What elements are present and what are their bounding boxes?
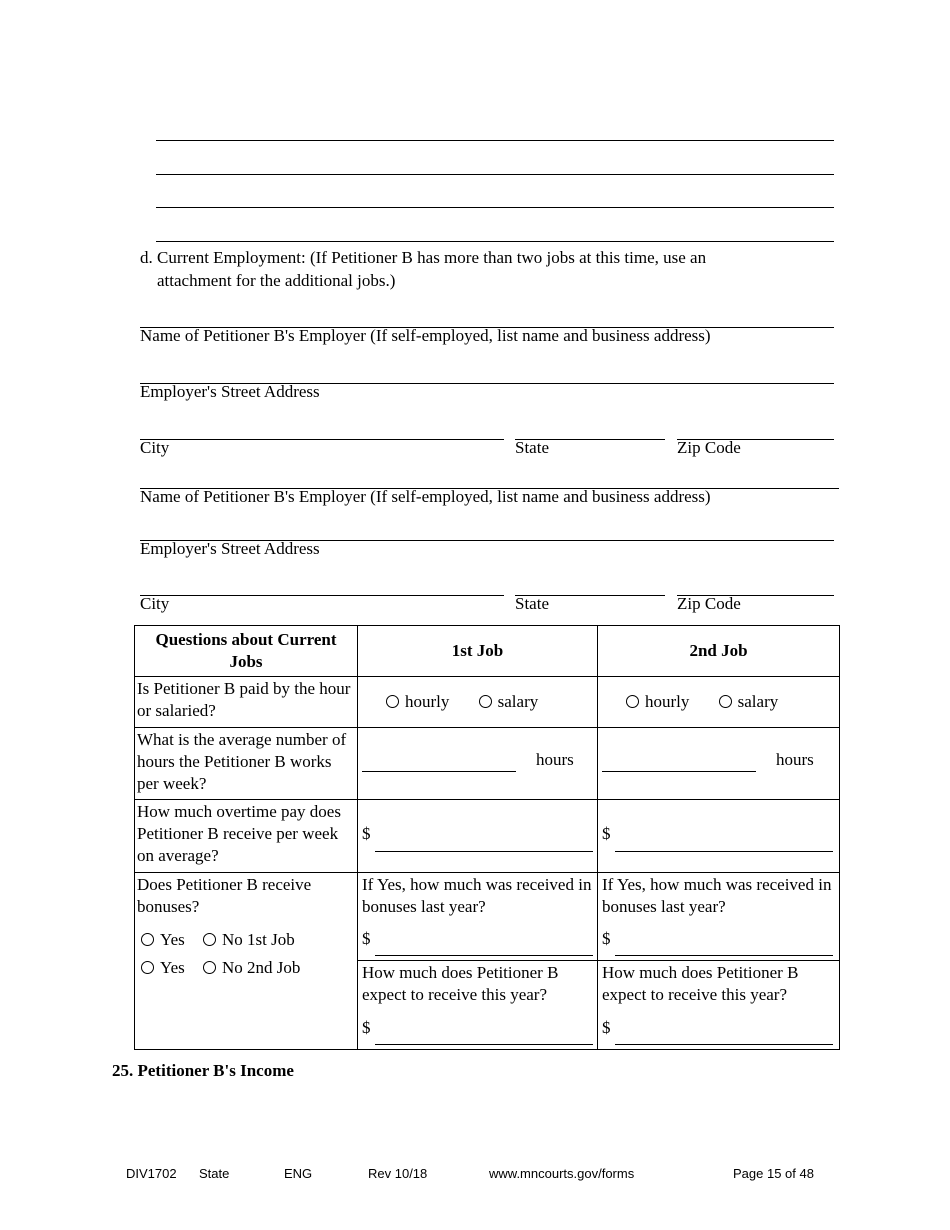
bonus-2nd-job-options — [141, 954, 357, 982]
header-2nd-job: 2nd Job — [598, 626, 840, 677]
job2-bonus-this-year-input[interactable] — [615, 1044, 833, 1045]
footer-language: ENG — [284, 1166, 313, 1181]
employer1-state-label: State — [515, 438, 549, 457]
bonus-1st-no[interactable]: No 1st Job — [203, 930, 295, 949]
radio-button-icon[interactable] — [626, 695, 639, 708]
bonus-1st-yes[interactable]: Yes — [141, 930, 185, 949]
employer2-city-label: City — [140, 594, 170, 613]
job2-salary-option[interactable]: salary — [719, 692, 779, 711]
job1-bonus-last-year-input[interactable] — [375, 955, 593, 956]
radio-button-icon[interactable] — [203, 961, 216, 974]
job1-bonus-this-year: How much does Petitioner B expect to receive this year? $ — [358, 961, 598, 1050]
dollar-sign: $ — [602, 824, 611, 843]
employer1-name-label: Name of Petitioner B's Employer (If self-employed, list name and business address) — [140, 326, 711, 345]
job2-bonus-last-year: If Yes, how much was received in bonuses last year? $ — [598, 873, 840, 961]
footer-form-id: DIV1702 — [126, 1166, 177, 1181]
job1-bonus-last-year: If Yes, how much was received in bonuses last year? $ — [358, 873, 598, 961]
question-paid-type: Is Petitioner B paid by the hour or salaried? — [135, 677, 358, 728]
job1-overtime — [358, 800, 598, 873]
footer-revision: Rev 10/18 — [368, 1166, 428, 1181]
section-25-title: 25. Petitioner B's Income — [112, 1061, 294, 1080]
blank-line[interactable] — [156, 174, 834, 175]
section-d-heading-cont: attachment for the additional jobs.) — [157, 271, 396, 290]
employer2-city-field[interactable] — [140, 595, 504, 596]
job1-paid-type — [358, 677, 598, 728]
employer2-name-label: Name of Petitioner B's Employer (If self-employed, list name and business address) — [140, 487, 711, 506]
job2-bonus-this-year: How much does Petitioner B expect to receive this year? $ — [598, 961, 840, 1050]
blank-line[interactable] — [156, 241, 834, 242]
job1-hours-unit: hours — [536, 750, 574, 769]
dollar-sign: $ — [362, 824, 371, 843]
radio-button-icon[interactable] — [719, 695, 732, 708]
question-hours: What is the average number of hours the Petitioner B works per week? — [135, 728, 358, 800]
question-bonuses: Does Petitioner B receive bonuses? Yes No 1st Job Yes No 2nd Job — [135, 873, 358, 1050]
current-jobs-table — [134, 625, 840, 1050]
job2-hours — [598, 728, 840, 800]
bonus-1st-job-options — [141, 926, 357, 954]
footer-jurisdiction: State — [199, 1166, 230, 1181]
section-d-heading: d. Current Employment: (If Petitioner B has more than two jobs at this time, use an — [140, 248, 707, 267]
employer2-street-label: Employer's Street Address — [140, 539, 320, 558]
question-overtime: How much overtime pay does Petitioner B receive per week on average? — [135, 800, 358, 873]
job2-hours-unit: hours — [776, 750, 814, 769]
job2-hourly-option[interactable]: hourly — [626, 692, 689, 711]
employer2-zip-label: Zip Code — [677, 594, 741, 613]
employer1-zip-label: Zip Code — [677, 438, 741, 457]
radio-button-icon[interactable] — [479, 695, 492, 708]
radio-button-icon[interactable] — [141, 933, 154, 946]
employer1-street-label: Employer's Street Address — [140, 382, 320, 401]
job1-hours-input[interactable] — [362, 771, 516, 772]
header-1st-job: 1st Job — [358, 626, 598, 677]
dollar-sign: $ — [362, 929, 371, 948]
dollar-sign: $ — [602, 929, 611, 948]
job1-salary-option[interactable]: salary — [479, 692, 539, 711]
job2-bonus-last-year-input[interactable] — [615, 955, 833, 956]
employer1-city-field[interactable] — [140, 439, 504, 440]
employer2-state-label: State — [515, 594, 549, 613]
blank-line[interactable] — [156, 207, 834, 208]
footer-url[interactable]: www.mncourts.gov/forms — [489, 1166, 635, 1181]
job1-overtime-input[interactable] — [375, 851, 593, 852]
bonus-2nd-no[interactable]: No 2nd Job — [203, 958, 300, 977]
job1-hourly-option[interactable]: hourly — [386, 692, 449, 711]
job2-paid-type — [598, 677, 840, 728]
job2-overtime — [598, 800, 840, 873]
employer1-city-label: City — [140, 438, 170, 457]
dollar-sign: $ — [362, 1018, 371, 1037]
job1-bonus-this-year-input[interactable] — [375, 1044, 593, 1045]
job1-hours — [358, 728, 598, 800]
radio-button-icon[interactable] — [203, 933, 216, 946]
dollar-sign: $ — [602, 1018, 611, 1037]
job2-overtime-input[interactable] — [615, 851, 833, 852]
header-questions: Questions about Current Jobs — [135, 626, 358, 677]
bonus-2nd-yes[interactable]: Yes — [141, 958, 185, 977]
job2-hours-input[interactable] — [602, 771, 756, 772]
radio-button-icon[interactable] — [141, 961, 154, 974]
footer-page-number: Page 15 of 48 — [733, 1166, 814, 1181]
blank-line[interactable] — [156, 140, 834, 141]
radio-button-icon[interactable] — [386, 695, 399, 708]
